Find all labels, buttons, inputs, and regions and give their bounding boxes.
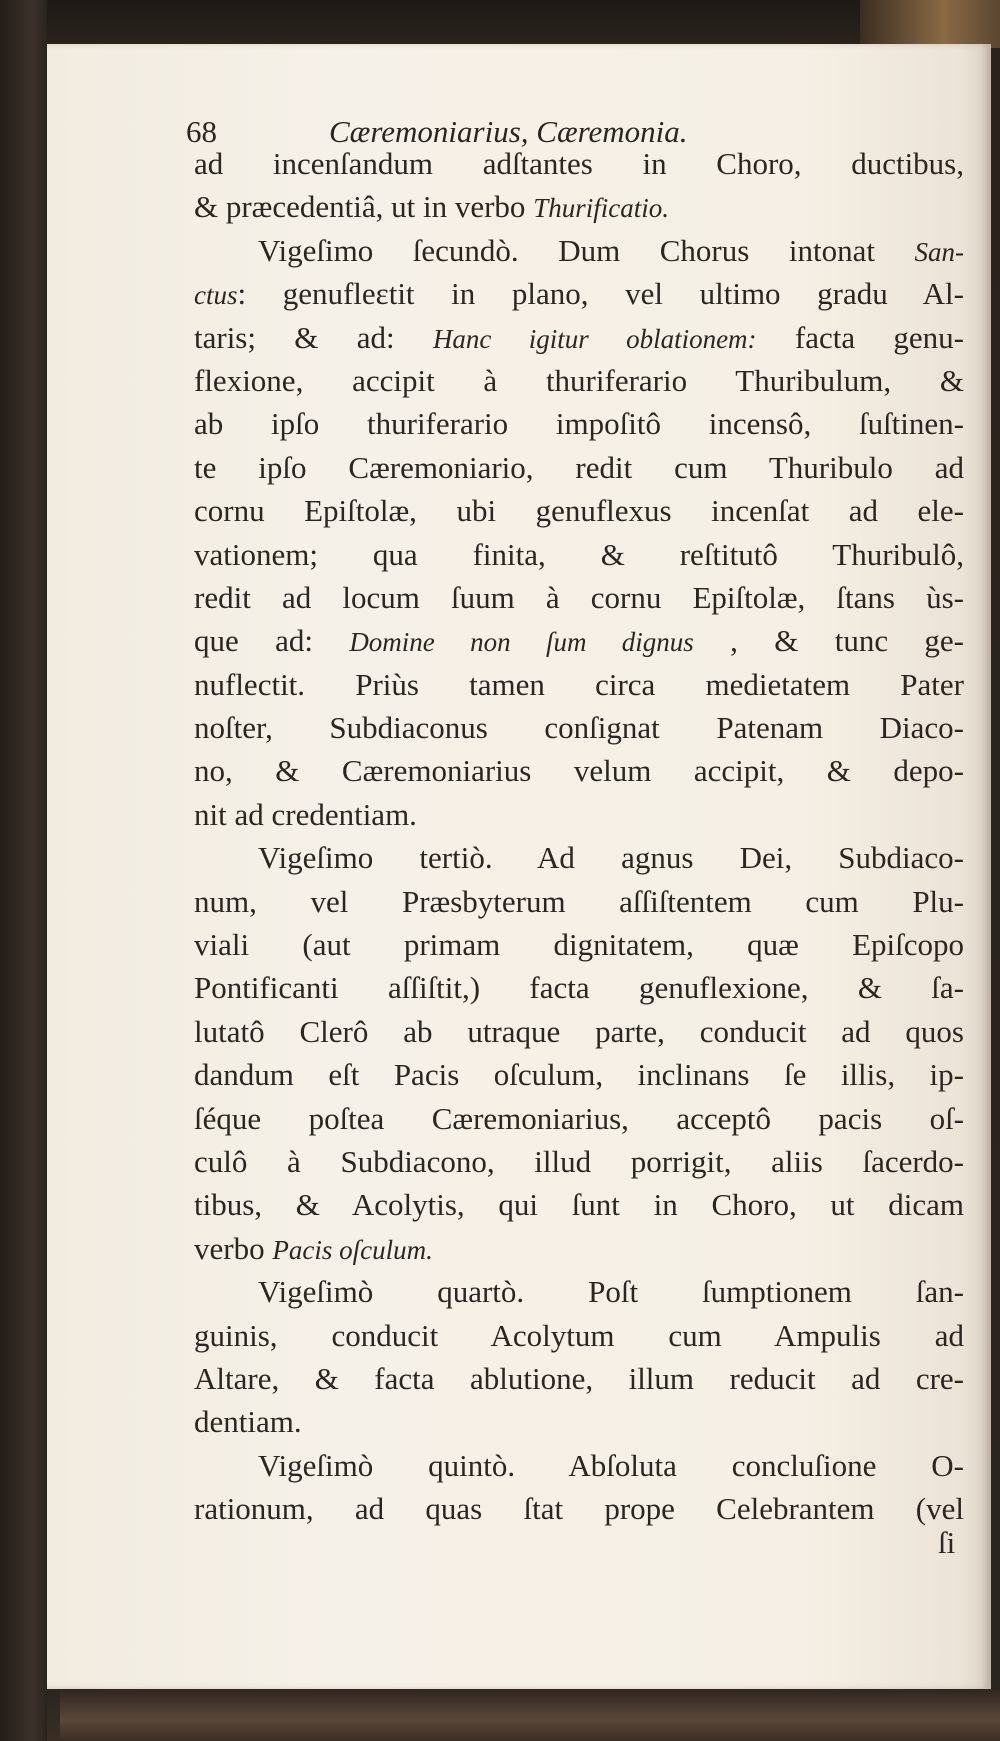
text-line bbox=[194, 142, 964, 185]
text-line bbox=[194, 706, 964, 749]
line-text: Altare, & facta ablutione, illum reducit ad cre- bbox=[194, 1360, 964, 1396]
line-text: lutatô Clerô ab utraque parte, conducit ad quos bbox=[194, 1013, 964, 1049]
line-text: Vigeſimò quintò. Abſoluta concluſione O- bbox=[258, 1447, 964, 1483]
line-text: flexione, accipit à thuriferario Thuribulum, & bbox=[194, 362, 964, 398]
text-line bbox=[194, 1444, 964, 1487]
text-line bbox=[194, 1140, 964, 1183]
page-number: 68 bbox=[186, 114, 217, 149]
italic-text: Pacis oſculum. bbox=[272, 1234, 433, 1265]
line-text: ſéque poſtea Cæremoniarius, acceptô pacis oſ- bbox=[194, 1100, 964, 1136]
text-line bbox=[194, 836, 964, 879]
text-line bbox=[194, 1097, 964, 1140]
line-text: & præcedentiâ, ut in verbo bbox=[194, 189, 534, 225]
text-line bbox=[194, 749, 964, 792]
line-text: ab ipſo thuriferario impoſitô incensô, ſuſtinen- bbox=[194, 406, 964, 442]
text-line bbox=[194, 1227, 964, 1270]
line-text: : genufleɛtit in plano, vel ultimo gradu Al- bbox=[237, 276, 964, 312]
text-line bbox=[194, 619, 964, 662]
line-text: culô à Subdiacono, illud porrigit, aliis ſacerdo- bbox=[194, 1143, 964, 1179]
line-text: guinis, conducit Acolytum cum Ampulis ad bbox=[194, 1317, 964, 1353]
line-text: Vigeſimò quartò. Poſt ſumptionem ſan- bbox=[258, 1274, 964, 1310]
line-text: dandum eſt Pacis oſculum, inclinans ſe illis, ip- bbox=[194, 1057, 964, 1093]
line-text: num, vel Præsbyterum aſſiſtentem cum Plu- bbox=[194, 883, 964, 919]
line-text: que ad: bbox=[194, 623, 350, 659]
line-text: te ipſo Cæremoniario, redit cum Thuribulo ad bbox=[194, 449, 964, 485]
body-text bbox=[194, 142, 964, 1531]
line-text: noſter, Subdiaconus conſignat Patenam Diaco- bbox=[194, 710, 964, 746]
italic-text: ctus bbox=[194, 280, 238, 311]
text-line bbox=[194, 533, 964, 576]
text-line bbox=[194, 923, 964, 966]
line-text: redit ad locum ſuum à cornu Epiſtolæ, ſtans ùs- bbox=[194, 579, 964, 615]
text-line bbox=[194, 793, 964, 836]
text-line bbox=[194, 1270, 964, 1313]
line-text: rationum, ad quas ſtat prope Celebrantem (vel bbox=[194, 1491, 964, 1527]
line-text: taris; & ad: bbox=[194, 319, 433, 355]
text-line bbox=[194, 1183, 964, 1226]
line-text: facta genu- bbox=[756, 319, 964, 355]
text-line bbox=[194, 1357, 964, 1400]
text-line bbox=[194, 402, 964, 445]
line-text: vationem; qua finita, & reſtitutô Thuribulô, bbox=[194, 536, 964, 572]
text-line bbox=[194, 185, 964, 228]
line-text: viali (aut primam dignitatem, quæ Epiſcopo bbox=[194, 927, 964, 963]
text-line bbox=[194, 1400, 964, 1443]
book-spine-background bbox=[0, 0, 47, 1741]
line-text: verbo bbox=[194, 1230, 273, 1266]
text-line bbox=[194, 489, 964, 532]
running-head: Cæremoniarius, Cæremonia. bbox=[329, 114, 688, 149]
text-line bbox=[194, 316, 964, 359]
line-text: ad incenſandum adſtantes in Choro, ductibus, bbox=[194, 146, 964, 181]
italic-text: San- bbox=[914, 236, 964, 267]
line-text: Vigeſimo ſecundò. Dum Chorus intonat bbox=[258, 232, 915, 268]
line-text: no, & Cæremoniarius velum accipit, & depo- bbox=[194, 753, 964, 789]
line-text: dentiam. bbox=[194, 1404, 302, 1440]
text-line bbox=[194, 1053, 964, 1096]
book-edge-bottom bbox=[60, 1689, 1000, 1741]
line-text: nuflectit. Priùs tamen circa medietatem Pater bbox=[194, 666, 964, 702]
book-edge-top bbox=[860, 0, 1000, 48]
text-line bbox=[194, 663, 964, 706]
text-line bbox=[194, 880, 964, 923]
text-line bbox=[194, 229, 964, 272]
line-text: cornu Epiſtolæ, ubi genuflexus incenſat ad ele- bbox=[194, 493, 964, 529]
text-line bbox=[194, 446, 964, 489]
text-line bbox=[194, 359, 964, 402]
text-line bbox=[194, 1010, 964, 1053]
text-line bbox=[194, 1487, 964, 1530]
line-text: Vigeſimo tertiò. Ad agnus Dei, Subdiaco- bbox=[258, 840, 964, 876]
catchword: ſi bbox=[938, 1525, 956, 1560]
line-text: nit ad credentiam. bbox=[194, 796, 417, 832]
italic-text: Thurificatio. bbox=[533, 193, 669, 224]
line-text: tibus, & Acolytis, qui ſunt in Choro, ut dicam bbox=[194, 1187, 964, 1223]
text-line bbox=[194, 966, 964, 1009]
text-line bbox=[194, 272, 964, 315]
line-text: , & tunc ge- bbox=[693, 623, 964, 659]
italic-text: Domine non ſum dignus bbox=[349, 627, 694, 658]
text-line bbox=[194, 576, 964, 619]
line-text: Pontificanti aſſiſtit,) facta genuflexione, & ſa- bbox=[194, 970, 964, 1006]
text-line bbox=[194, 1314, 964, 1357]
italic-text: Hanc igitur oblationem: bbox=[432, 323, 757, 354]
